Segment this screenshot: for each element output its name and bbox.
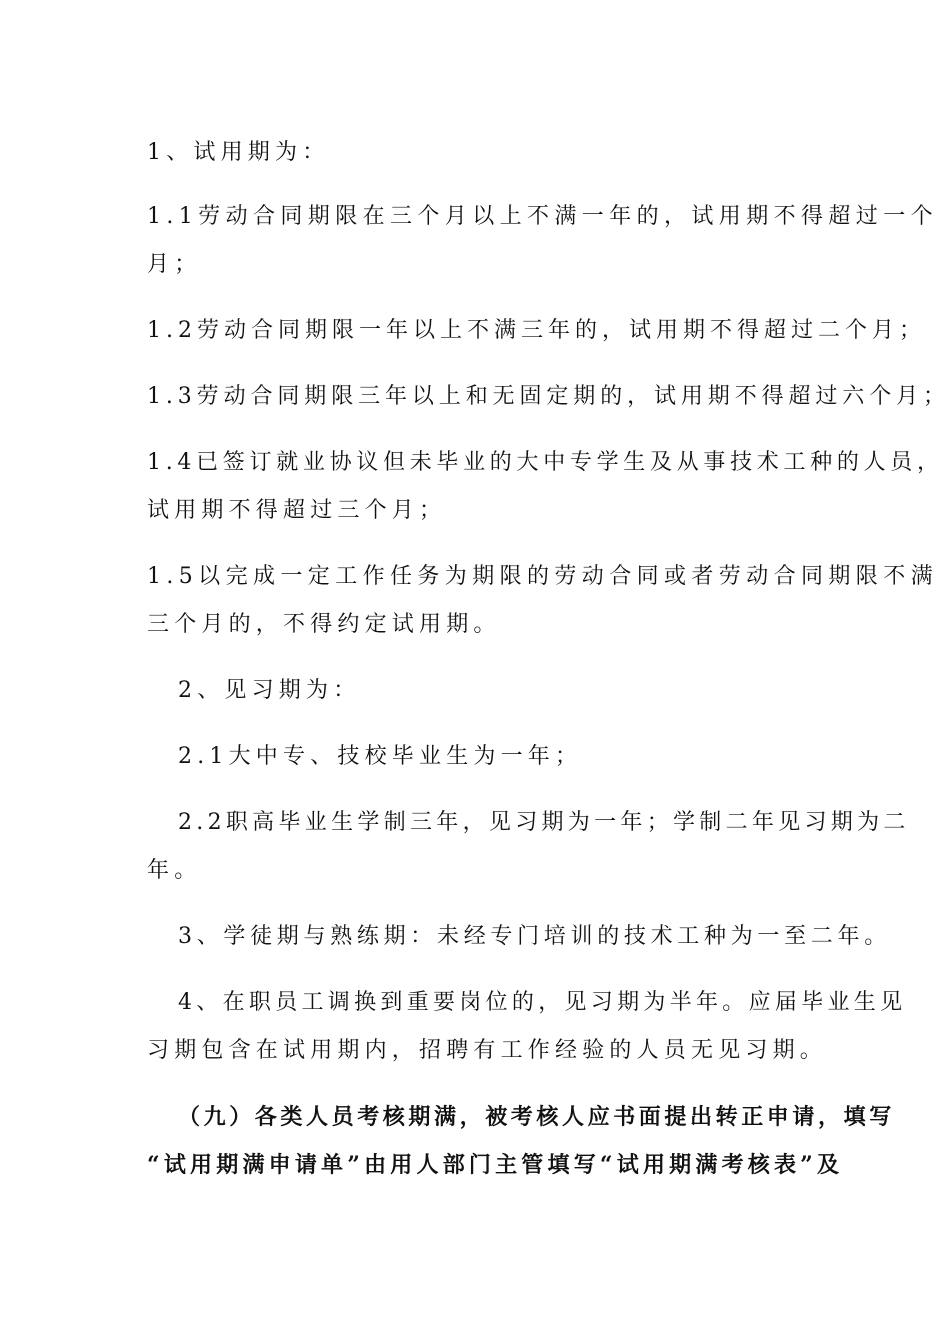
clause-2-1: 2.1大中专、技校毕业生为一年； [178,744,583,769]
apprentice-clause: 3、学徒期与熟练期：未经专门培训的技术工种为一至二年。 [178,924,891,949]
clause-1-5-line-1: 1.5以完成一定工作任务为期限的劳动合同或者劳动合同期限不满 [147,564,938,589]
clause-1-4-line-2: 试用期不得超过三个月； [147,498,447,523]
clause-1-2: 1.2劳动合同期限一年以上不满三年的，试用期不得超过二个月； [147,318,926,343]
clause-1-3: 1.3劳动合同期限三年以上和无固定期的，试用期不得超过六个月； [147,384,950,409]
internship-heading: 2、见习期为： [178,678,361,703]
clause-1-5-line-2: 三个月的，不得约定试用期。 [147,612,501,637]
section-nine-line-2: “试用期满申请单”由用人部门主管填写“试用期满考核表”及 [147,1152,844,1178]
clause-1-1-line-2: 月； [147,252,202,277]
clause-2-2-line-1: 2.2职高毕业生学制三年，见习期为一年；学制二年见习期为二 [178,810,910,835]
clause-1-4-line-1: 1.4已签订就业协议但未毕业的大中专学生及从事技术工种的人员， [147,450,944,475]
clause-4-line-1: 4、在职员工调换到重要岗位的，见习期为半年。应届毕业生见 [178,990,907,1015]
probation-heading: 1、试用期为： [147,140,330,165]
clause-4-line-2: 习期包含在试用期内，招聘有工作经验的人员无见习期。 [147,1038,828,1063]
clause-1-1-line-1: 1.1劳动合同期限在三个月以上不满一年的，试用期不得超过一个 [147,204,938,229]
section-nine-line-1: （九）各类人员考核期满，被考核人应书面提出转正申请，填写 [178,1104,895,1130]
clause-2-2-line-2: 年。 [147,858,202,883]
